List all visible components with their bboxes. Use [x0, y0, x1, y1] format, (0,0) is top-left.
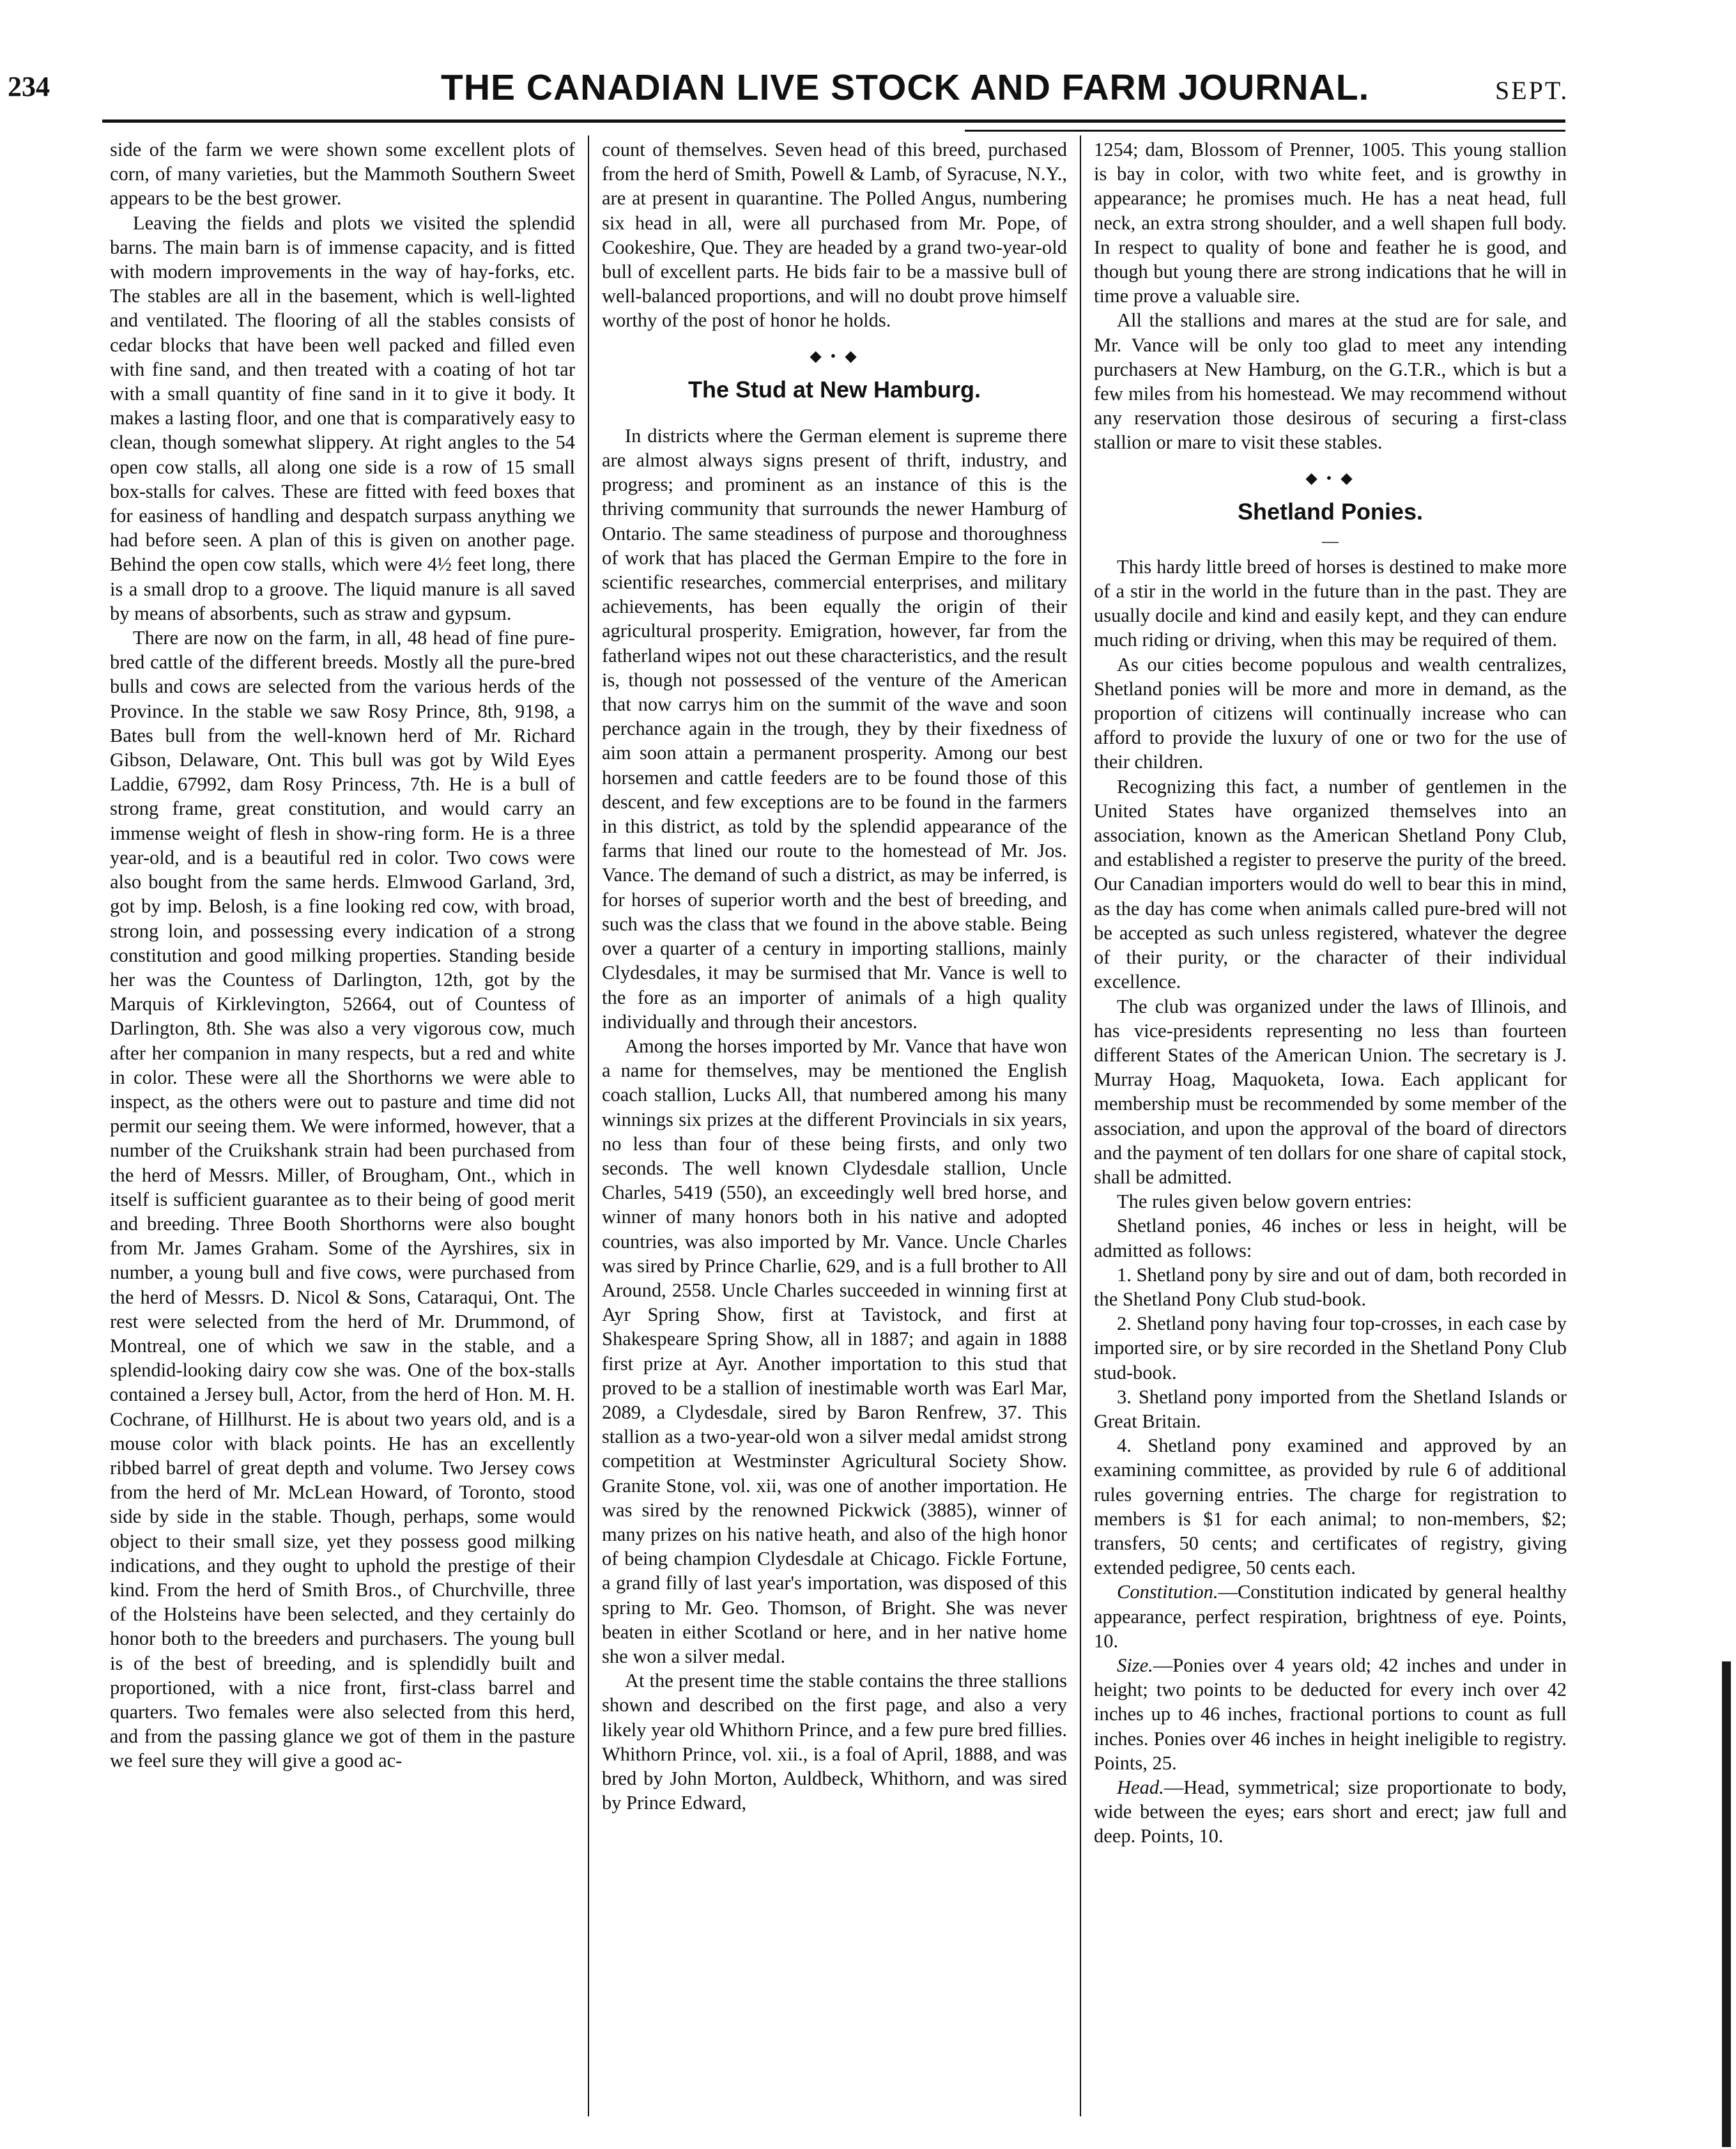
point-label: Head.: [1117, 1776, 1164, 1798]
paragraph: side of the farm we were shown some excellent plots of corn, of many varieties, but the Mammoth Southern Sweet appears to be the best grower.: [110, 139, 575, 210]
header-rule: [102, 119, 1565, 123]
point-text: —Ponies over 4 years old; 42 inches and under in height; two points to be deducted for every inch over 42 inches up to 46 inches, fractional portions to count as full inches. Ponies over 46 inches in height ineligible to registry. Points, 25.: [1094, 1654, 1567, 1774]
paragraph: All the stallions and mares at the stud are for sale, and Mr. Vance will be only too glad to meet any intending purchasers at New Hamburg, on the G.T.R., which is but a few miles from his homestead. We may recommend without any reservation those desirous of securing a first-class stallion or mare to visit these stables.: [1094, 309, 1567, 454]
point-label: Size.: [1117, 1654, 1153, 1676]
article-column-2: [602, 137, 1067, 2122]
column-divider: [588, 135, 589, 2116]
page-edge-shadow: [1722, 1661, 1731, 2147]
paragraph: At the present time the stable contains the three stallions shown and described on the first page, and also a very likely year old Whithorn Prince, and a few pure bred fillies. Whithorn Prince, vol. xii., is a foal of April, 1888, and was bred by John Morton, Auldbeck, Whithorn, and was sired by Prince Edward,: [602, 1670, 1067, 1814]
paragraph: Recognizing this fact, a number of gentlemen in the United States have organized themselves into an association, known as the American Shetland Pony Club, and established a register to preserve the purity of the breed. Our Canadian importers would do well to bear this in mind, as the day has come when animals called pure-bred will not be accepted as such unless registered, whatever the degree of their purity, or the character of their individual excellence.: [1094, 775, 1567, 993]
point-item: [1094, 1775, 1567, 1849]
point-text: —Head, symmetrical; size proportionate to body, wide between the eyes; ears short and erect; jaw full and deep. Points, 10.: [1094, 1776, 1567, 1847]
rule-item: 2. Shetland pony having four top-crosses, in each case by imported sire, or by sire recorded in the Shetland Pony Club stud-book.: [1094, 1313, 1567, 1383]
paragraph: Leaving the fields and plots we visited the splendid barns. The main barn is of immense capacity, and is fitted with modern improvements in the way of hay-forks, etc. The stables are all in the basement, which is well-lighted and ventilated. The flooring of all the stables consists of cedar blocks that have been well packed and filled even with fine sand, and then treated with a coating of hot tar with a small quantity of fine sand in it to give it body. It makes a lasting floor, and one that is comparatively easy to clean, though somewhat slippery. At right angles to the 54 open cow stalls, all along one side is a row of 15 small box-stalls for calves. These are fitted with feed boxes that for easiness of handling and despatch surpass anything we had before seen. A plan of this is given on another page. Behind the open cow stalls, which were 4½ feet long, there is a small drop to a groove. The liquid manure is all saved by means of absorbents, such as straw and gypsum.: [110, 212, 575, 624]
page-number: 234: [8, 71, 50, 102]
rule-item: 1. Shetland pony by sire and out of dam, both recorded in the Shetland Pony Club stud-book.: [1094, 1263, 1567, 1310]
paragraph: As our cities become populous and wealth centralizes, Shetland ponies will be more and more in demand, as the proportion of citizens will continually increase who can afford to provide the luxury of one or two for the use of their children.: [1094, 653, 1567, 773]
header-rule-short: [965, 130, 1565, 132]
article-column-3: [1094, 137, 1567, 2122]
paragraph: Shetland ponies, 46 inches or less in height, will be admitted as follows:: [1094, 1215, 1567, 1261]
point-item: [1094, 1580, 1567, 1653]
issue-month: SEPT.: [1495, 76, 1569, 105]
point-label: Constitution.: [1117, 1581, 1218, 1603]
paragraph: count of themselves. Seven head of this breed, purchased from the herd of Smith, Powell & Lamb, of Syracuse, N.Y., are at present in quarantine. The Polled Angus, numbering six head in all, were all purchased from Mr. Pope, of Cookeshire, Que. They are headed by a grand two-year-old bull of excellent parts. He bids fair to be a massive bull of well-balanced proportions, and will no doubt prove himself worthy of the post of honor he holds.: [602, 139, 1067, 332]
paragraph: The club was organized under the laws of Illinois, and has vice-presidents representing no less than fourteen different States of the American Union. The secretary is J. Murray Hoag, Maquoketa, Iowa. Each applicant for membership must be recommended by some member of the association, and upon the approval of the board of directors and the payment of ten dollars for one share of capital stock, shall be admitted.: [1094, 995, 1567, 1188]
rule-item: 4. Shetland pony examined and approved by an examining committee, as provided by rule 6 of additional rules governing entries. The charge for registration to members is $1 for each animal; to non-members, $2; transfers, 50 cents; and certificates of registry, giving extended pedigree, 50 cents each.: [1094, 1435, 1567, 1579]
paragraph: Among the horses imported by Mr. Vance that have won a name for themselves, may be mentioned the English coach stallion, Lucks All, that numbered among his many winnings six prizes at the different Provincials in six years, no less than four of these being firsts, and only two seconds. The well known Clydesdale stallion, Uncle Charles, 5419 (550), an exceedingly well bred horse, and winner of many honors both in his native and adopted countries, was also imported by Mr. Vance. Uncle Charles was sired by Prince Charlie, 629, and is a full brother to All Around, 2558. Uncle Charles succeeded in winning first at Ayr Spring Show, first at Tavistock, and first at Shakespeare Spring Show, all in 1887; and again in 1888 first prize at Ayr. Another importation to this stud that proved to be a stallion of inestimable worth was Earl Mar, 2089, a Clydesdale, sired by Baron Renfrew, 37. This stallion as a two-year-old won a silver medal amidst strong competition at Westminster Agricultural Society Show. Granite Stone, vol. xii, was one of another importation. He was sired by the renowned Pickwick (3885), winner of many prizes on his native heath, and also of the high honor of being champion Clydesdale at Chicago. Fickle Fortune, a grand filly of last year's importation, was disposed of this spring to Mr. Geo. Thomson, of Bright. She was never beaten in either Scotland or here, and in her native home she won a silver medal.: [602, 1035, 1067, 1667]
point-text: —Constitution indicated by general healthy appearance, perfect respiration, brightness of eye. Points, 10.: [1094, 1581, 1567, 1652]
paragraph: The rules given below govern entries:: [1117, 1190, 1412, 1213]
column-divider: [1080, 135, 1081, 2116]
section-heading-shetland: Shetland Ponies.: [1237, 498, 1424, 525]
paragraph: This hardy little breed of horses is destined to make more of a stir in the world in the future than in the past. They are usually docile and kind and easily kept, and they can endure much riding or driving, when this may be required of them.: [1094, 555, 1567, 651]
section-heading-stud: The Stud at New Hamburg.: [687, 376, 981, 403]
section-ornament: ◆ • ◆: [1305, 470, 1355, 487]
paragraph: In districts where the German element is supreme there are almost always signs present of thrift, industry, and progress; and prominent as an instance of this is the thriving community that surrounds the newer Hamburg of Ontario. The same steadiness of purpose and thoroughness of work that has placed the German Empire to the fore in scientific researches, commercial enterprises, and military achievements, has been equally the origin of their agricultural prosperity. Emigration, however, far from the fatherland wipes not out these characteristics, and the result is, though not possessed of the venture of the American that now carrys him on the summit of the wave and soon perchance again in the trough, they by their fixedness of aim soon attain a permanent prosperity. Among our best horsemen and cattle feeders are to be found those of this descent, and few exceptions are to be found in the farmers in this district, as told by the splendid appearance of the farms that lined our route to the homestead of Mr. Jos. Vance. The demand of such a district, as may be inferred, is for horses of superior worth and the best of breeding, and such was the class that we found in the above stable. Being over a quarter of a century in importing stallions, mainly Clydesdales, it may be surmised that Mr. Vance is well to the fore as an importer of animals of a high quality individually and through their ancestors.: [602, 424, 1067, 1033]
section-ornament: ◆ • ◆: [810, 348, 859, 365]
rule-item: 3. Shetland pony imported from the Shetland Islands or Great Britain.: [1094, 1385, 1567, 1432]
point-item: [1094, 1653, 1567, 1775]
heading-dash: —: [1322, 531, 1339, 550]
article-column-1: [110, 137, 575, 2122]
paragraph: There are now on the farm, in all, 48 head of fine pure-bred cattle of the different breeds. Mostly all the pure-bred bulls and cows are selected from the various herds of the Province. In the stable we saw Rosy Prince, 8th, 9198, a Bates bull from the well-known herd of Mr. Richard Gibson, Delaware, Ont. This bull was got by Wild Eyes Laddie, 67992, dam Rosy Princess, 7th. He is a bull of strong frame, great constitution, and would carry an immense weight of flesh in show-ring form. He is a three year-old, and is a beautiful red in color. Two cows were also bought from the same herds. Elmwood Garland, 3rd, got by imp. Belosh, is a fine looking red cow, with broad, strong loin, and possessing every indication of a strong constitution and good milking properties. Standing beside her was the Countess of Darlington, 12th, got by the Marquis of Kirklevington, 52664, out of Countess of Darlington, 8th. She was also a very vigorous cow, much after her companion in many respects, but a red and white in color. These were all the Shorthorns we were able to inspect, as the others were out to pasture and time did not permit our seeing them. We were informed, however, that a number of the Cruikshank strain had been purchased from the herd of Messrs. Miller, of Brougham, Ont., which in itself is sufficient guarantee as to their being of good merit and breeding. Three Booth Shorthorns were also bought from Mr. James Graham. Some of the Ayrshires, six in number, a young bull and five cows, were purchased from the herd of Messrs. D. Nicol & Sons, Cataraqui, Ont. The rest were selected from the herd of Mr. Drummond, of Montreal, one of which we saw in the stable, and a splendid-looking dairy cow she was. One of the box-stalls contained a Jersey bull, Actor, from the herd of Hon. M. H. Cochrane, of Hillhurst. He is about two years old, and is a mouse color with black points. He has an excellently ribbed barrel of great depth and volume. Two Jersey cows from the herd of Mr. McLean Howard, of Toronto, stood side by side in the stable. Though, perhaps, some would object to their small size, yet they possess good milking indications, and they ought to uphold the prestige of their kind. From the herd of Smith Bros., of Churchville, three of the Holsteins have been selected, and they certainly do honor both to the breeders and purchasers. The young bull is of the best of breeding, and is splendidly built and proportioned, with a nice front, first-class barrel and quarters. Two females were also selected from this herd, and from the passing glance we got of them in the pasture we feel sure they will give a good ac-: [110, 627, 575, 1772]
journal-title: THE CANADIAN LIVE STOCK AND FARM JOURNAL.: [441, 67, 1370, 108]
paragraph: 1254; dam, Blossom of Prenner, 1005. This young stallion is bay in color, with two white feet, and is growthy in appearance; he promises much. He has a neat head, full neck, an extra strong shoulder, and a well shapen full body. In respect to quality of bone and feather he is good, and though but young there are strong indications that he will in time prove a valuable sire.: [1094, 139, 1567, 307]
